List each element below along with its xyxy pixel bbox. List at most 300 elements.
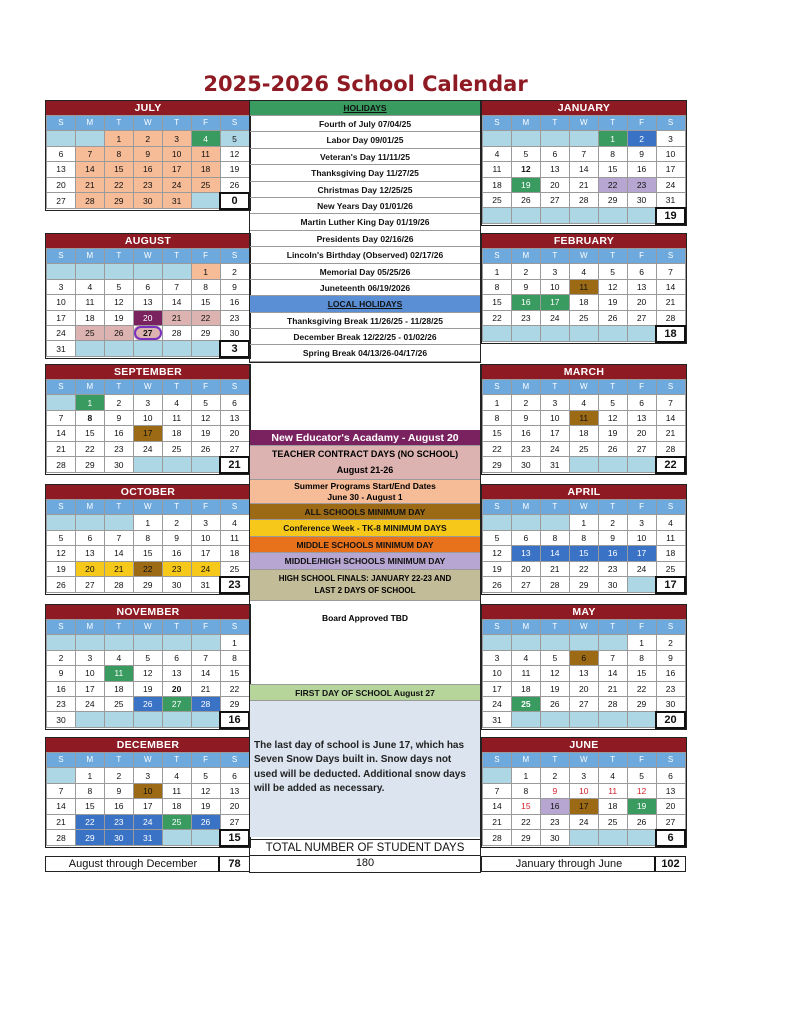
day-cell: 3 (540, 264, 569, 279)
day-cell: 4 (511, 650, 540, 665)
weekday-label: S (47, 500, 76, 515)
day-cell: 8 (75, 783, 104, 798)
week-row (483, 177, 686, 192)
empty-day-cell (47, 515, 76, 530)
day-cell: 26 (627, 814, 656, 830)
weekday-label: F (191, 116, 220, 131)
day-cell: 8 (511, 783, 540, 798)
day-cell: 20 (133, 310, 162, 325)
day-cell: 7 (656, 264, 685, 279)
day-cell: 30 (598, 577, 627, 593)
week-row (483, 395, 686, 410)
day-cell: 14 (569, 162, 598, 177)
day-cell: 30 (220, 325, 249, 341)
day-cell: 13 (220, 783, 249, 798)
week-row (483, 635, 686, 650)
day-cell: 27 (656, 814, 685, 830)
day-cell: 1 (627, 635, 656, 650)
day-cell: 29 (569, 577, 598, 593)
week-row (47, 279, 250, 294)
day-cell: 31 (191, 577, 220, 593)
day-cell: 25 (220, 561, 249, 577)
empty-day-cell (47, 131, 76, 146)
week-row (47, 457, 250, 473)
day-cell: 5 (511, 146, 540, 161)
day-cell: 18 (162, 799, 191, 814)
weekday-label: F (627, 380, 656, 395)
empty-day-cell (627, 830, 656, 846)
holiday-item: Presidents Day 02/16/26 (250, 231, 480, 247)
day-cell: 8 (133, 530, 162, 545)
month-school-days-total: 16 (220, 712, 249, 728)
day-cell: 2 (47, 650, 76, 665)
day-cell: 30 (656, 696, 685, 712)
day-cell: 21 (104, 561, 133, 577)
week-row (47, 696, 250, 712)
day-cell: 28 (47, 830, 76, 846)
day-cell: 26 (598, 310, 627, 326)
weekday-label: F (627, 753, 656, 768)
weekday-label: W (569, 753, 598, 768)
weekday-label: S (483, 500, 512, 515)
day-cell: 28 (483, 830, 512, 846)
day-cell: 8 (75, 410, 104, 425)
day-cell: 21 (483, 814, 512, 830)
day-cell: 8 (220, 650, 249, 665)
weekday-label: T (104, 753, 133, 768)
footer-left-label: August through December (68, 858, 198, 870)
legend-middle-high-minimum: MIDDLE/HIGH SCHOOLS MINIMUM DAY (250, 553, 480, 569)
day-cell: 18 (656, 546, 685, 561)
day-cell: 26 (511, 192, 540, 208)
empty-day-cell (104, 264, 133, 279)
empty-day-cell (540, 712, 569, 728)
weekday-label: T (598, 620, 627, 635)
empty-day-cell (191, 712, 220, 728)
day-cell: 3 (483, 650, 512, 665)
day-cell: 5 (627, 768, 656, 783)
day-cell: 12 (598, 410, 627, 425)
day-cell: 29 (133, 577, 162, 593)
empty-day-cell (598, 712, 627, 728)
month-grid (46, 619, 250, 729)
day-cell: 31 (540, 457, 569, 473)
day-cell: 3 (47, 279, 76, 294)
day-cell: 20 (220, 426, 249, 441)
holiday-list (250, 116, 480, 296)
day-cell: 24 (162, 177, 191, 193)
day-cell: 26 (104, 325, 133, 341)
weekday-label: S (47, 249, 76, 264)
empty-day-cell (75, 264, 104, 279)
day-cell: 25 (75, 325, 104, 341)
week-row (47, 426, 250, 441)
day-cell: 24 (656, 177, 685, 192)
day-cell: 18 (569, 426, 598, 441)
day-cell: 16 (511, 426, 540, 441)
week-row (47, 264, 250, 279)
week-row (47, 295, 250, 310)
day-cell: 20 (656, 799, 685, 814)
weekday-label: M (75, 500, 104, 515)
day-cell: 3 (569, 768, 598, 783)
empty-day-cell (75, 341, 104, 357)
day-cell: 19 (191, 426, 220, 441)
day-cell: 10 (569, 783, 598, 798)
footer-mid-label: TOTAL NUMBER OF STUDENT DAYS (265, 842, 465, 854)
day-cell: 12 (627, 783, 656, 798)
day-cell: 4 (569, 395, 598, 410)
day-cell: 6 (540, 146, 569, 161)
day-cell: 28 (104, 577, 133, 593)
day-cell: 25 (598, 814, 627, 830)
weekday-label: S (483, 620, 512, 635)
month-grid (482, 752, 686, 847)
month-name: APRIL (482, 485, 686, 499)
week-row (47, 395, 250, 410)
holiday-item: Juneteenth 06/19/2026 (250, 280, 480, 296)
weekday-label: S (47, 753, 76, 768)
empty-day-cell (191, 830, 220, 846)
weekday-header-row (47, 380, 250, 395)
day-cell: 15 (483, 426, 512, 441)
day-cell: 12 (483, 546, 512, 561)
week-row (47, 712, 250, 728)
week-row (483, 457, 686, 473)
day-cell: 28 (191, 696, 220, 712)
day-cell: 4 (162, 768, 191, 783)
day-cell: 24 (133, 814, 162, 830)
empty-day-cell (104, 712, 133, 728)
day-cell: 15 (627, 666, 656, 681)
day-cell: 17 (656, 162, 685, 177)
day-cell: 31 (47, 341, 76, 357)
legend-summer-line1: Summer Programs Start/End Dates (294, 481, 436, 491)
weekday-header-row (47, 116, 250, 131)
empty-day-cell (569, 131, 598, 146)
day-cell: 2 (511, 264, 540, 279)
empty-day-cell (627, 326, 656, 342)
legend-finals-line2: LAST 2 DAYS OF SCHOOL (314, 585, 416, 595)
week-row (47, 515, 250, 530)
day-cell: 18 (104, 681, 133, 696)
week-row (47, 577, 250, 593)
day-cell: 6 (133, 279, 162, 294)
day-cell: 9 (133, 146, 162, 161)
weekday-label: S (220, 380, 249, 395)
day-cell: 5 (191, 395, 220, 410)
day-cell: 14 (598, 666, 627, 681)
day-cell: 5 (47, 530, 76, 545)
day-cell: 5 (540, 650, 569, 665)
day-cell: 22 (104, 177, 133, 193)
day-cell: 28 (569, 192, 598, 208)
weekday-header-row (483, 753, 686, 768)
day-cell: 9 (627, 146, 656, 161)
day-cell: 6 (220, 768, 249, 783)
day-cell: 30 (511, 457, 540, 473)
empty-day-cell (483, 515, 512, 530)
day-cell: 16 (598, 546, 627, 561)
day-cell: 1 (104, 131, 133, 146)
empty-day-cell (540, 131, 569, 146)
day-cell: 30 (104, 830, 133, 846)
month-name: MAY (482, 605, 686, 619)
day-cell: 12 (598, 279, 627, 294)
weekday-label: F (627, 249, 656, 264)
day-cell: 11 (75, 295, 104, 310)
weekday-label: S (47, 116, 76, 131)
weekday-header-row (47, 500, 250, 515)
day-cell: 25 (191, 177, 220, 193)
day-cell: 6 (511, 530, 540, 545)
empty-day-cell (483, 635, 512, 650)
day-cell: 3 (191, 515, 220, 530)
weekday-label: S (483, 380, 512, 395)
day-cell: 6 (47, 146, 76, 161)
day-cell: 29 (220, 696, 249, 712)
weekday-label: T (162, 380, 191, 395)
day-cell: 11 (104, 666, 133, 681)
weekday-label: M (75, 620, 104, 635)
week-row (483, 426, 686, 441)
day-cell: 24 (133, 441, 162, 457)
month-name: OCTOBER (46, 485, 250, 499)
day-cell: 8 (569, 530, 598, 545)
day-cell: 19 (220, 162, 249, 177)
month-grid (482, 379, 686, 474)
empty-day-cell (133, 341, 162, 357)
month-grid (482, 115, 686, 225)
empty-day-cell (598, 208, 627, 224)
day-cell: 14 (47, 426, 76, 441)
day-cell: 23 (220, 310, 249, 325)
day-cell: 11 (511, 666, 540, 681)
day-cell: 27 (220, 441, 249, 457)
weekday-label: T (540, 249, 569, 264)
month-may (481, 604, 687, 730)
month-name: JUNE (482, 738, 686, 752)
day-cell: 12 (104, 295, 133, 310)
weekday-label: T (104, 249, 133, 264)
week-row (483, 208, 686, 224)
day-cell: 8 (483, 279, 512, 294)
weekday-header-row (483, 500, 686, 515)
day-cell: 8 (540, 530, 569, 545)
empty-day-cell (162, 457, 191, 473)
day-cell: 26 (220, 177, 249, 193)
weekday-label: S (47, 620, 76, 635)
day-cell: 16 (220, 295, 249, 310)
month-school-days-total: 22 (656, 457, 685, 473)
day-cell: 18 (483, 177, 512, 192)
day-cell: 2 (511, 395, 540, 410)
weekday-label: S (220, 620, 249, 635)
day-cell: 28 (598, 696, 627, 712)
day-cell: 1 (511, 768, 540, 783)
day-cell: 20 (511, 561, 540, 577)
week-row (483, 310, 686, 326)
day-cell: 3 (540, 395, 569, 410)
week-row (483, 162, 686, 177)
empty-day-cell (133, 635, 162, 650)
day-cell: 18 (220, 546, 249, 561)
weekday-label: S (656, 249, 685, 264)
day-cell: 20 (627, 295, 656, 310)
month-november (45, 604, 251, 730)
day-cell: 14 (75, 162, 104, 177)
week-row (483, 546, 686, 561)
day-cell: 7 (162, 279, 191, 294)
day-cell: 21 (75, 177, 104, 193)
day-cell: 9 (656, 650, 685, 665)
weekday-label: T (162, 500, 191, 515)
week-row (47, 530, 250, 545)
day-cell: 17 (75, 681, 104, 696)
empty-day-cell (191, 193, 220, 209)
day-cell: 13 (627, 410, 656, 425)
weekday-label: T (598, 753, 627, 768)
empty-day-cell (627, 457, 656, 473)
weekday-label: T (598, 380, 627, 395)
day-cell: 17 (191, 546, 220, 561)
empty-day-cell (540, 208, 569, 224)
weekday-header-row (47, 753, 250, 768)
week-row (483, 768, 686, 783)
month-january (481, 100, 687, 226)
holiday-item: Thanksgiving Day 11/27/25 (250, 165, 480, 181)
empty-day-cell (569, 208, 598, 224)
day-cell: 8 (483, 410, 512, 425)
month-grid (46, 499, 250, 594)
day-cell: 15 (598, 162, 627, 177)
holidays-panel (249, 100, 481, 363)
day-cell: 25 (656, 561, 685, 577)
empty-day-cell (191, 457, 220, 473)
week-row (483, 279, 686, 294)
holiday-item: New Years Day 01/01/26 (250, 198, 480, 214)
day-cell: 11 (162, 783, 191, 798)
day-cell: 16 (511, 295, 540, 310)
week-row (47, 814, 250, 830)
weekday-label: W (133, 249, 162, 264)
day-cell: 6 (162, 650, 191, 665)
day-cell: 3 (656, 131, 685, 146)
day-cell: 2 (133, 131, 162, 146)
day-cell: 11 (483, 162, 512, 177)
day-cell: 19 (191, 799, 220, 814)
weekday-label: S (656, 380, 685, 395)
day-cell: 19 (598, 295, 627, 310)
empty-day-cell (133, 712, 162, 728)
day-cell: 29 (483, 457, 512, 473)
month-july (45, 100, 251, 211)
week-row (47, 546, 250, 561)
day-cell: 21 (569, 177, 598, 192)
weekday-label: W (569, 116, 598, 131)
day-cell: 25 (569, 310, 598, 326)
day-cell: 24 (540, 441, 569, 457)
holiday-item: Martin Luther King Day 01/19/26 (250, 214, 480, 230)
day-cell: 30 (627, 192, 656, 208)
month-school-days-total: 15 (220, 830, 249, 846)
empty-day-cell (104, 635, 133, 650)
month-name: JANUARY (482, 101, 686, 115)
day-cell: 14 (656, 410, 685, 425)
day-cell: 16 (627, 162, 656, 177)
day-cell: 29 (75, 830, 104, 846)
week-row (483, 131, 686, 146)
day-cell: 22 (627, 681, 656, 696)
day-cell: 23 (47, 696, 76, 712)
day-cell: 15 (220, 666, 249, 681)
day-cell: 16 (656, 666, 685, 681)
legend-summer-line2: June 30 - August 1 (327, 492, 403, 502)
day-cell: 4 (162, 395, 191, 410)
legend-first-day: FIRST DAY OF SCHOOL August 27 (250, 685, 480, 701)
day-cell: 15 (75, 426, 104, 441)
legend-teacher-contract (250, 446, 480, 480)
weekday-label: W (569, 249, 598, 264)
day-cell: 7 (191, 650, 220, 665)
week-row (483, 561, 686, 577)
day-cell: 7 (598, 650, 627, 665)
empty-day-cell (598, 326, 627, 342)
day-cell: 3 (627, 515, 656, 530)
week-row (47, 681, 250, 696)
day-cell: 18 (191, 162, 220, 177)
week-row (483, 441, 686, 457)
day-cell: 15 (133, 546, 162, 561)
day-cell: 14 (656, 279, 685, 294)
weekday-label: T (540, 500, 569, 515)
month-august (45, 233, 251, 359)
legend-panel (249, 364, 481, 856)
weekday-label: T (162, 249, 191, 264)
day-cell: 19 (598, 426, 627, 441)
local-holiday-item: December Break 12/22/25 - 01/02/26 (250, 329, 480, 345)
day-cell: 17 (133, 799, 162, 814)
holidays-header: HOLIDAYS (250, 101, 480, 116)
weekday-label: W (133, 753, 162, 768)
day-cell: 8 (598, 146, 627, 161)
day-cell: 5 (191, 768, 220, 783)
weekday-label: S (483, 753, 512, 768)
day-cell: 5 (220, 131, 249, 146)
day-cell: 29 (104, 193, 133, 209)
weekday-label: F (191, 620, 220, 635)
day-cell: 29 (627, 696, 656, 712)
day-cell: 12 (511, 162, 540, 177)
month-school-days-total: 18 (656, 326, 685, 342)
holiday-item: Memorial Day 05/25/26 (250, 264, 480, 280)
empty-day-cell (483, 326, 512, 342)
weekday-label: S (656, 500, 685, 515)
weekday-label: S (483, 249, 512, 264)
day-cell: 9 (104, 410, 133, 425)
week-row (483, 577, 686, 593)
month-grid (482, 619, 686, 729)
day-cell: 28 (656, 441, 685, 457)
month-school-days-total: 6 (656, 830, 685, 846)
day-cell: 15 (75, 799, 104, 814)
legend-all-schools-minimum: ALL SCHOOLS MINIMUM DAY (250, 504, 480, 520)
day-cell: 1 (220, 635, 249, 650)
week-row (47, 310, 250, 325)
empty-day-cell (483, 131, 512, 146)
week-row (483, 666, 686, 681)
day-cell: 11 (162, 410, 191, 425)
